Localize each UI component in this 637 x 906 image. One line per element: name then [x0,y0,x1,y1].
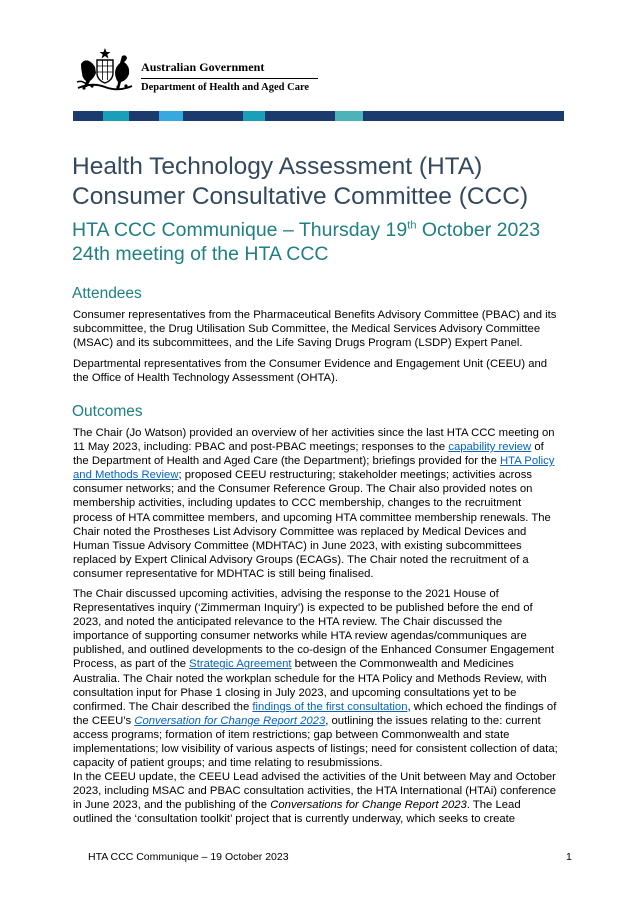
strategic-agreement-link[interactable]: Strategic Agreement [189,658,292,671]
text-line [73,714,587,728]
subtitle-line-1 [72,218,592,242]
text-line: 2023, including MSAC and PBAC consultation activities, the HTA International (HTAi) conference [73,785,557,798]
text-line: implementations; low visibility of various aspects of listings; need for consistent collection of data; [73,743,558,756]
color-bar-segment [363,111,564,121]
text-run: Process, as part of the [73,658,190,671]
text-line [73,440,587,454]
text-line: outlined the ‘consultation toolkit’ project that is currently underway, which seeks to create [73,813,516,826]
text-line: 2023, and noted the anticipated relevance to the HTA review. The Chair discussed the [73,616,503,629]
text-run: in June 2023, and the publishing of the [73,799,271,812]
coat-of-arms-icon [74,46,136,92]
government-name: Australian Government [141,60,265,74]
text-run: , outlining the issues relating to the: current [325,714,541,727]
text-run: 11 May 2023, including: PBAC and post-PBAC meetings; responses to the [73,441,449,454]
footer-page-number: 1 [566,851,572,863]
text-line [73,468,587,482]
text-line: capacity of patient groups; and time relating to resubmissions. [73,757,383,770]
outcomes-heading: Outcomes [72,403,143,420]
capability-review-link[interactable]: capability review [448,441,532,454]
page-title [72,152,592,212]
text-run: of [531,441,544,454]
text-line [73,454,587,468]
text-line: process of HTA committee members, and upcoming HTA committee membership renewals. The [73,511,551,524]
text-run: confirmed. The Chair described the [73,700,253,713]
text-line: replaced by Expert Clinical Advisory Groups (ECAGs). The Chair noted the recruitment of a [73,553,529,566]
text-line: membership activities, including updates to CCC membership, changes to the recruitment [73,497,522,510]
outcomes-paragraph-2 [73,587,587,770]
hta-policy-review-link[interactable]: HTA Policy [500,455,555,468]
branding-divider [141,78,318,79]
first-consultation-findings-link[interactable]: findings of the first consultation [252,700,408,713]
outcomes-paragraph-1 [73,426,587,581]
text-line: In the CEEU update, the CEEU Lead advised the activities of the Unit between May and October [73,771,556,783]
subtitle-date-text: HTA CCC Communique – Thursday 19 [72,219,408,241]
color-bar-segment [103,111,129,121]
text-line: Chair noted the Prostheses List Advisory Committee was replaced by Medical Devices and [73,525,527,538]
text-line: Australia. The Chair noted the workplan schedule for the HTA Policy and Methods Review, with [73,672,547,685]
color-bar-segment [335,111,363,121]
attendees-paragraph-2 [73,357,587,385]
text-line: Representatives inquiry (‘Zimmerman Inquiry’) is expected to be published before the end of [73,602,533,615]
page-title-line-2: Consumer Consultative Committee (CCC) [72,183,529,210]
text-line [73,798,587,812]
text-line: Departmental representatives from the Consumer Evidence and Engagement Unit (CEEU) and [73,358,548,370]
text-line: The Chair (Jo Watson) provided an overview of her activities since the last HTA CCC meeting on [73,427,555,439]
hta-policy-review-link-cont[interactable]: and Methods Review [73,469,179,482]
text-run: the CEEU’s [73,714,135,727]
page-title-line-1: Health Technology Assessment (HTA) [72,153,483,180]
color-bar-segment [183,111,243,121]
page-subtitle [72,218,592,266]
header-color-bar [73,111,564,121]
text-line: consumer representative for MDHTAC is still being finalised. [73,567,374,580]
text-line [73,700,587,714]
text-line [73,657,587,671]
text-line: the Office of Health Technology Assessment (OHTA). [73,372,338,385]
footer-document-title: HTA CCC Communique – 19 October 2023 [88,851,289,863]
text-line: (MSAC) and its subcommittees, and the Life Saving Drugs Program (LSDP) Expert Panel. [73,337,523,350]
color-bar-segment [243,111,265,121]
text-line: importance of supporting consumer networks while HTA review agendas/communiques are [73,630,527,643]
text-line: access programs; formation of item restrictions; gap between Commonwealth and state [73,728,510,741]
color-bar-segment [265,111,335,121]
color-bar-segment [159,111,183,121]
text-run: the Department of Health and Aged Care (the Department); briefings provided for the [73,455,501,468]
text-line: Consumer representatives from the Pharmaceutical Benefits Advisory Committee (PBAC) and its [73,309,557,321]
report-title-italic: Conversations for Change Report 2023 [270,799,467,812]
text-run: , which echoed the findings of [407,700,557,713]
text-run: ; proposed CEEU restructuring; stakeholder meetings; activities across [178,469,532,482]
color-bar-segment [73,111,103,121]
text-run: between the Commonwealth and Medicines [291,658,514,671]
text-line: Human Tissue Advisory Committee (MDHTAC) in June 2023, with existing subcommittees [73,539,522,552]
subtitle-ordinal: th [407,219,417,232]
text-line: The Chair discussed upcoming activities, advising the response to the 2021 House of [73,588,499,600]
text-line: subcommittee, the Drug Utilisation Sub Committee, the Medical Services Advisory Committee [73,323,541,336]
conversation-for-change-report-link[interactable]: Conversation for Change Report 2023 [134,714,326,727]
attendees-paragraph-1 [73,308,587,350]
attendees-heading: Attendees [72,285,142,302]
text-line: consumer networks; and the Consumer Reference Group. The Chair also provided notes on [73,483,533,496]
subtitle-line-2: 24th meeting of the HTA CCC [72,243,329,265]
text-run: . The Lead [466,799,521,812]
subtitle-month-year: October 2023 [416,219,541,241]
text-line: consultation input for Phase 1 closing in July 2023, and upcoming consultations yet to be [73,686,517,699]
outcomes-paragraph-3 [73,770,587,826]
department-name: Department of Health and Aged Care [141,82,310,93]
text-line: published, and outlined developments to the co-design of the Enhanced Consumer Engagement [73,644,555,657]
government-branding [141,60,318,94]
color-bar-segment [129,111,159,121]
